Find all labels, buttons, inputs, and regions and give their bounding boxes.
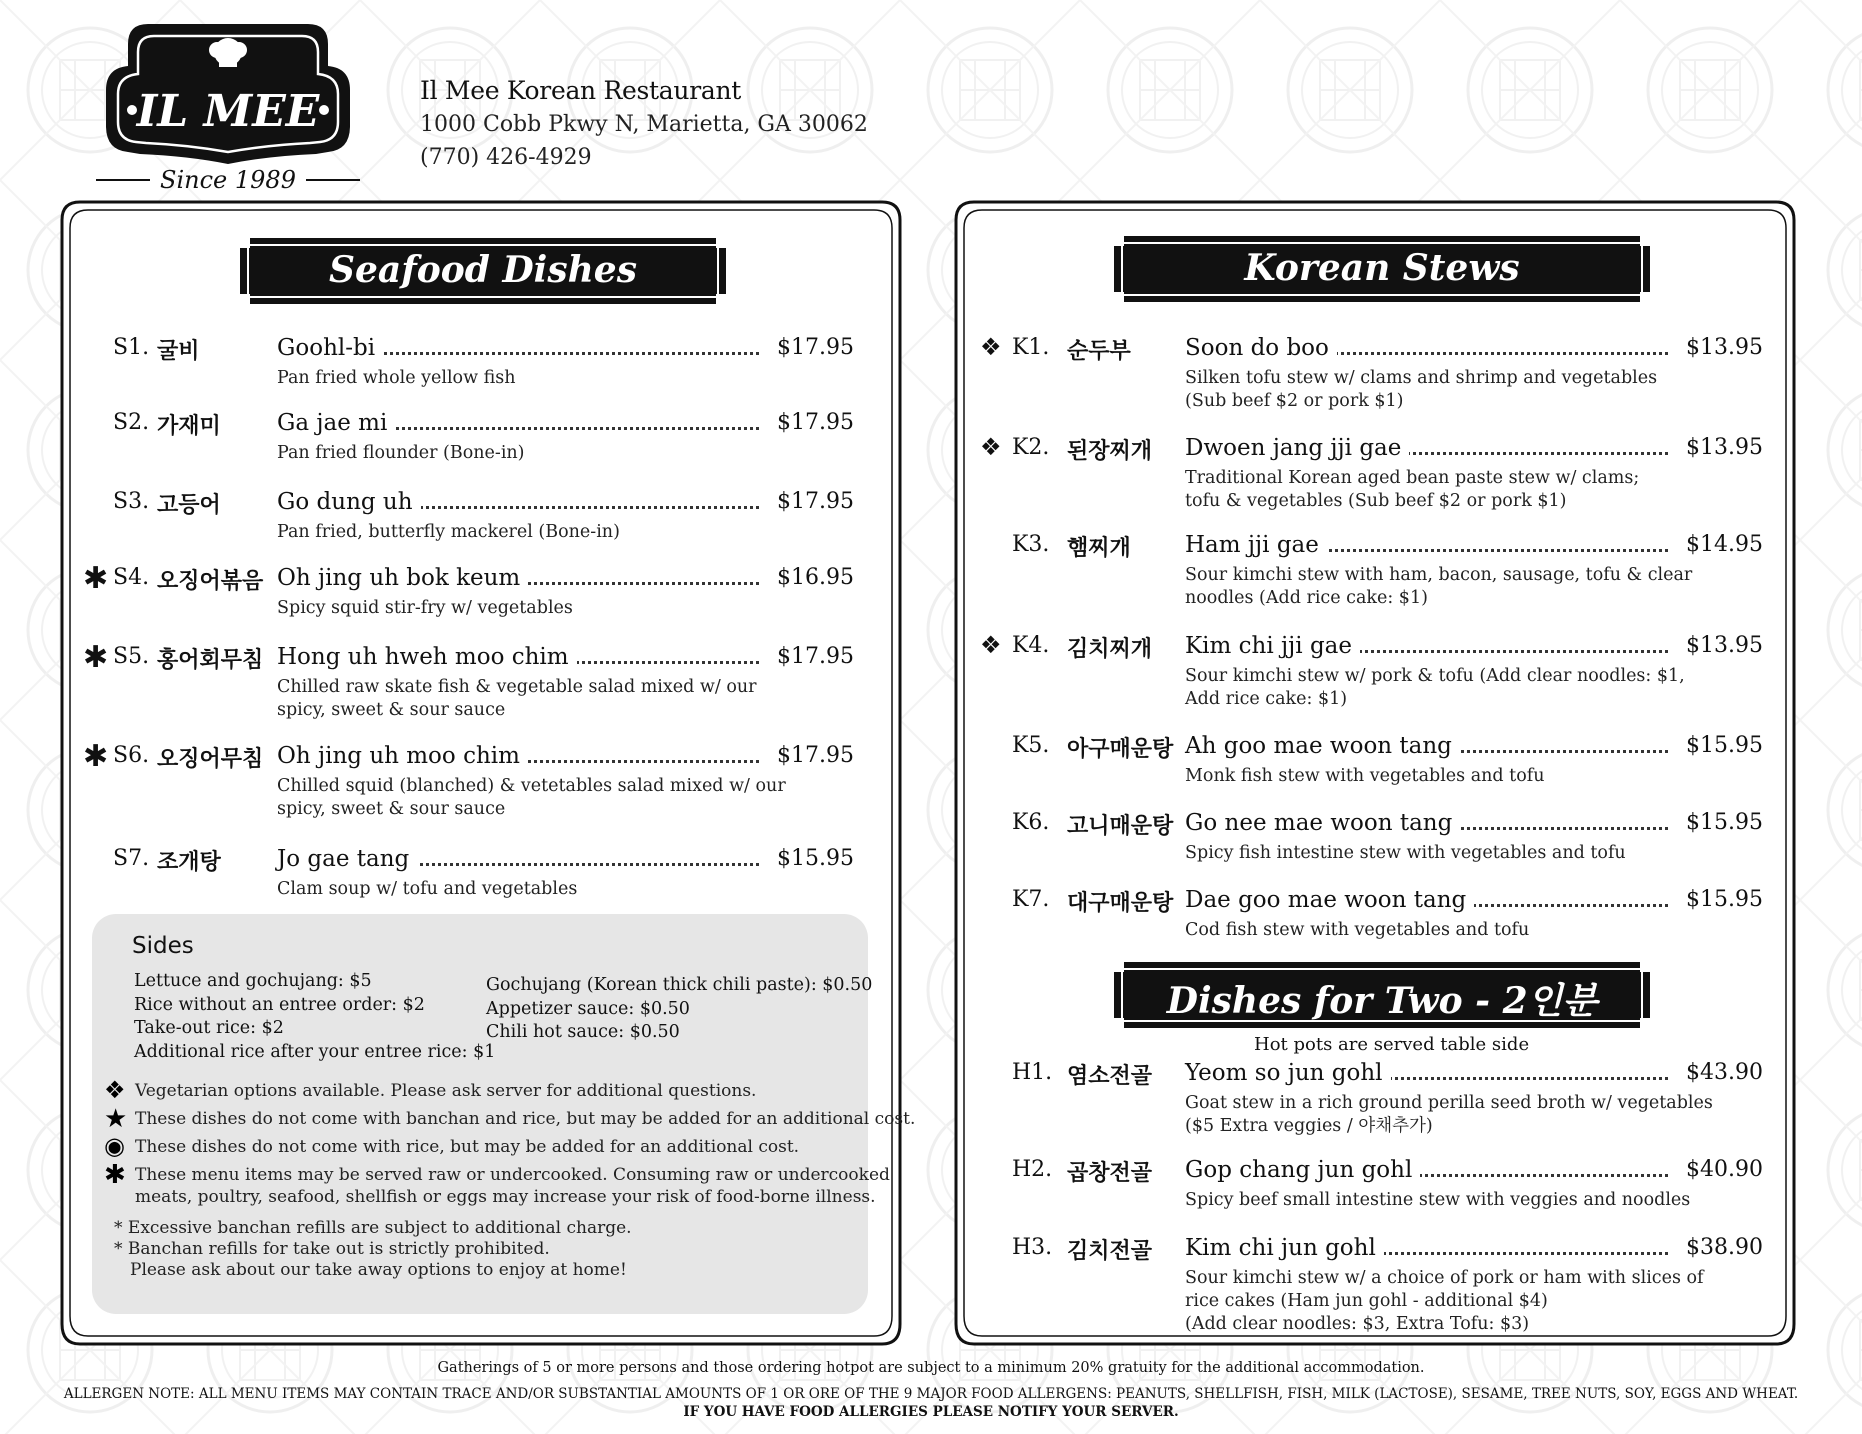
- item-code: K4.: [1012, 633, 1050, 658]
- item-code: S7.: [113, 846, 150, 871]
- item-code: K1.: [1012, 335, 1050, 360]
- item-price: $13.95: [1686, 633, 1763, 658]
- side-item: Appetizer sauce: $0.50: [486, 998, 690, 1019]
- vegetarian-option-icon: ❖: [980, 433, 1002, 461]
- item-english-name: Yeom so jun gohl: [1185, 1060, 1391, 1086]
- item-description: tofu & vegetables (Sub beef $2 or pork $1): [1185, 491, 1567, 511]
- item-english-name: Hong uh hweh moo chim: [277, 644, 577, 670]
- item-code: K7.: [1012, 887, 1050, 912]
- item-price: $13.95: [1686, 435, 1763, 460]
- raw-warning-icon: ✱: [104, 1160, 126, 1190]
- item-description: noodles (Add rice cake: $1): [1185, 588, 1428, 608]
- seafood-banner: [238, 236, 728, 306]
- menu-item: [83, 561, 854, 655]
- item-description: Add rice cake: $1): [1185, 689, 1348, 709]
- item-description: Sour kimchi stew w/ pork & tofu (Add clear noodles: $1,: [1185, 666, 1685, 686]
- allergen-note: ALLERGEN NOTE: ALL MENU ITEMS MAY CONTAIN TRACE AND/OR SUBSTANTIAL AMOUNTS OF 1 OR ORE OF THE 9 MAJOR FOOD ALLERGENS: PEANUTS, SHELLFISH, FISH, MILK (LACTOSE), SESAME, TREE NUTS, SOY, EGGS AND WHEAT.: [63, 1386, 1799, 1402]
- item-price: $17.95: [777, 743, 854, 768]
- menu-item: [113, 410, 853, 500]
- restaurant-phone: (770) 426-4929: [420, 145, 592, 170]
- item-korean-name: 된장찌개: [1067, 439, 1153, 464]
- item-english-name: Soon do boo: [1185, 335, 1337, 361]
- vegetarian-option-icon: ❖: [980, 333, 1002, 361]
- item-korean-name: 홍어회무침: [157, 648, 264, 673]
- legend-text: These dishes do not come with banchan and rice, but may be added for an additional cost.: [135, 1109, 916, 1129]
- item-korean-name: 오징어무침: [157, 747, 264, 772]
- item-korean-name: 가재미: [157, 414, 221, 439]
- item-code: S2.: [113, 410, 150, 435]
- item-price: $40.90: [1686, 1157, 1763, 1182]
- item-price: $15.95: [1686, 810, 1763, 835]
- item-description: (Add clear noodles: $3, Extra Tofu: $3): [1185, 1314, 1530, 1334]
- stews-title: Korean Stews: [1244, 247, 1520, 289]
- side-item: Rice without an entree order: $2: [134, 994, 425, 1015]
- restaurant-name: Il Mee Korean Restaurant: [420, 76, 742, 105]
- item-english-name: Gop chang jun gohl: [1185, 1157, 1420, 1183]
- raw-warning-icon: ✱: [83, 561, 109, 596]
- item-price: $17.95: [777, 489, 854, 514]
- hotpot-note: Hot pots are served table side: [1254, 1034, 1530, 1055]
- restaurant-address: 1000 Cobb Pkwy N, Marietta, GA 30062: [420, 112, 868, 137]
- side-item: Lettuce and gochujang: $5: [134, 971, 372, 991]
- menu-item: [1012, 887, 1772, 977]
- item-description: Chilled squid (blanched) & vetetables salad mixed w/ our: [277, 776, 786, 796]
- no-rice-icon: ◉: [104, 1132, 125, 1160]
- item-code: K2.: [1012, 435, 1050, 460]
- item-description: spicy, sweet & sour sauce: [277, 799, 506, 819]
- item-description: Spicy fish intestine stew with vegetables and tofu: [1185, 843, 1626, 863]
- banchan-note: * Excessive banchan refills are subject to additional charge.: [114, 1218, 632, 1238]
- item-code: K5.: [1012, 733, 1050, 758]
- item-price: $13.95: [1686, 335, 1763, 360]
- item-description: Traditional Korean aged bean paste stew w/ clams;: [1185, 468, 1640, 488]
- gratuity-note: Gatherings of 5 or more persons and those ordering hotpot are subject to a minimum 20% gratuity for the additional accommodation.: [437, 1360, 1425, 1376]
- item-description: Spicy beef small intestine stew with veggies and noodles: [1185, 1190, 1691, 1210]
- raw-warning-icon: ✱: [83, 739, 109, 774]
- item-english-name: Jo gae tang: [277, 846, 417, 872]
- item-price: $14.95: [1686, 532, 1763, 557]
- item-korean-name: 오징어볶음: [157, 569, 264, 594]
- item-code: H3.: [1012, 1235, 1053, 1260]
- item-korean-name: 조개탕: [157, 850, 221, 875]
- menu-item: [83, 739, 854, 833]
- item-code: S6.: [113, 743, 150, 768]
- stews-banner: [1112, 234, 1652, 304]
- item-korean-name: 고등어: [157, 493, 221, 518]
- restaurant-logo: [88, 14, 368, 194]
- item-code: K6.: [1012, 810, 1050, 835]
- item-description: Sour kimchi stew with ham, bacon, sausage, tofu & clear: [1185, 565, 1693, 585]
- item-english-name: Ham jji gae: [1185, 532, 1327, 558]
- item-english-name: Dae goo mae woon tang: [1185, 887, 1474, 913]
- item-code: H2.: [1012, 1157, 1053, 1182]
- item-english-name: Go nee mae woon tang: [1185, 810, 1460, 836]
- seafood-title: Seafood Dishes: [329, 249, 637, 291]
- logo-text: IL MEE: [136, 86, 320, 137]
- menu-item: [1012, 1235, 1772, 1334]
- item-price: $15.95: [1686, 887, 1763, 912]
- item-korean-name: 김치전골: [1067, 1239, 1153, 1264]
- item-price: $17.95: [777, 410, 854, 435]
- side-item: Take-out rice: $2: [134, 1018, 284, 1038]
- item-korean-name: 대구매운탕: [1067, 891, 1174, 916]
- item-price: $43.90: [1686, 1060, 1763, 1085]
- item-korean-name: 고니매운탕: [1067, 814, 1174, 839]
- item-code: S5.: [113, 644, 150, 669]
- vegetarian-option-icon: ❖: [104, 1076, 126, 1104]
- item-description: spicy, sweet & sour sauce: [277, 700, 506, 720]
- item-price: $17.95: [777, 644, 854, 669]
- item-price: $16.95: [777, 565, 854, 590]
- item-description: rice cakes (Ham jun gohl - additional $4): [1185, 1291, 1548, 1311]
- sides-title: Sides: [132, 933, 194, 959]
- item-korean-name: 염소전골: [1067, 1064, 1153, 1089]
- item-description: Sour kimchi stew w/ a choice of pork or ham with slices of: [1185, 1268, 1704, 1288]
- menu-item: [980, 333, 1772, 425]
- item-price: $38.90: [1686, 1235, 1763, 1260]
- item-english-name: Go dung uh: [277, 489, 421, 515]
- item-korean-name: 햄찌개: [1067, 536, 1131, 561]
- item-code: S3.: [113, 489, 150, 514]
- banchan-note: * Banchan refills for take out is strictly prohibited.: [114, 1239, 550, 1259]
- legend-text: These dishes do not come with rice, but may be added for an additional cost.: [135, 1137, 800, 1157]
- item-price: $15.95: [777, 846, 854, 871]
- side-item: Gochujang (Korean thick chili paste): $0.50: [486, 975, 873, 995]
- legend-text: These menu items may be served raw or undercooked. Consuming raw or undercooked: [135, 1165, 890, 1185]
- allergy-notify: IF YOU HAVE FOOD ALLERGIES PLEASE NOTIFY YOUR SERVER.: [683, 1404, 1179, 1420]
- legend-text: Vegetarian options available. Please ask server for additional questions.: [135, 1081, 757, 1101]
- item-code: H1.: [1012, 1060, 1053, 1085]
- item-description: Cod fish stew with vegetables and tofu: [1185, 920, 1530, 940]
- item-code: S1.: [113, 335, 150, 360]
- item-description: Chilled raw skate fish & vegetable salad mixed w/ our: [277, 677, 757, 697]
- item-description: Monk fish stew with vegetables and tofu: [1185, 766, 1545, 786]
- item-korean-name: 아구매운탕: [1067, 737, 1174, 762]
- item-english-name: Goohl-bi: [277, 335, 383, 361]
- item-description: (Sub beef $2 or pork $1): [1185, 391, 1404, 411]
- item-korean-name: 순두부: [1067, 339, 1131, 364]
- menu-item: [1012, 532, 1772, 622]
- item-description: Clam soup w/ tofu and vegetables: [277, 879, 578, 899]
- item-description: Pan fried, butterfly mackerel (Bone-in): [277, 522, 620, 542]
- item-korean-name: 굴비: [157, 339, 200, 364]
- item-english-name: Oh jing uh moo chim: [277, 743, 528, 769]
- item-description: Goat stew in a rich ground perilla seed broth w/ vegetables: [1185, 1093, 1713, 1113]
- logo-since: Since 1989: [160, 166, 296, 194]
- menu-item: [980, 631, 1772, 723]
- item-english-name: Ga jae mi: [277, 410, 395, 436]
- menu-item: [113, 846, 853, 936]
- menu-item: [980, 433, 1772, 525]
- legend-text: meats, poultry, seafood, shellfish or eggs may increase your risk of food-borne illness.: [135, 1187, 876, 1207]
- menu-item: [1012, 1060, 1772, 1150]
- item-english-name: Ah goo mae woon tang: [1185, 733, 1460, 759]
- side-item: Additional rice after your entree rice: $1: [134, 1041, 496, 1062]
- item-description: Silken tofu stew w/ clams and shrimp and vegetables: [1185, 368, 1658, 388]
- two-title: Dishes for Two - 2인분: [1166, 980, 1598, 1022]
- item-korean-name: 김치찌개: [1067, 637, 1153, 662]
- item-description: Spicy squid stir-fry w/ vegetables: [277, 598, 573, 618]
- restaurant-info: [420, 74, 868, 174]
- item-korean-name: 곱창전골: [1067, 1161, 1153, 1186]
- raw-warning-icon: ✱: [83, 640, 109, 675]
- item-english-name: Kim chi jji gae: [1185, 633, 1360, 659]
- menu-item: [83, 640, 854, 734]
- item-price: $15.95: [1686, 733, 1763, 758]
- item-english-name: Oh jing uh bok keum: [277, 565, 528, 591]
- item-description: Pan fried whole yellow fish: [277, 368, 516, 388]
- banchan-note: Please ask about our take away options to enjoy at home!: [130, 1260, 627, 1280]
- item-english-name: Dwoen jang jji gae: [1185, 435, 1409, 461]
- item-description: Pan fried flounder (Bone-in): [277, 443, 525, 463]
- item-code: S4.: [113, 565, 150, 590]
- item-description: ($5 Extra veggies / 야채추가): [1185, 1116, 1433, 1136]
- vegetarian-option-icon: ❖: [980, 631, 1002, 659]
- side-item: Chili hot sauce: $0.50: [486, 1022, 680, 1042]
- item-english-name: Kim chi jun gohl: [1185, 1235, 1384, 1261]
- star-icon: ★: [104, 1104, 128, 1134]
- item-code: K3.: [1012, 532, 1050, 557]
- item-price: $17.95: [777, 335, 854, 360]
